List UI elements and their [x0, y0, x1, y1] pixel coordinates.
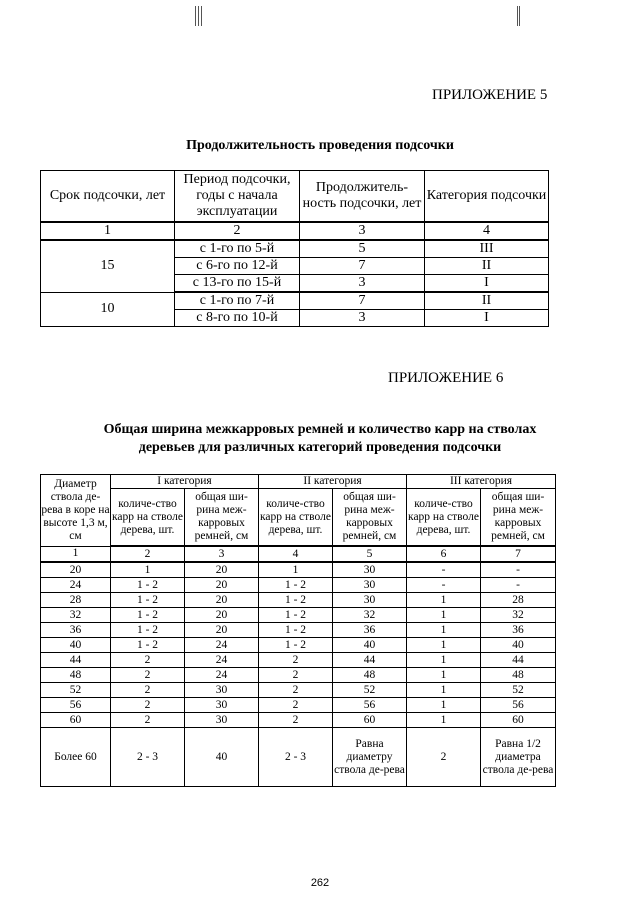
- period-cell: с 1-го по 7-й: [175, 292, 300, 310]
- count-cell-cat3: 1: [407, 713, 481, 728]
- col-number: 1: [41, 546, 111, 562]
- duration-cell: 7: [300, 292, 425, 310]
- count-cell-cat1: 2: [111, 713, 185, 728]
- appendix6-title-line2: деревьев для различных категорий проведения подсочки: [138, 440, 502, 455]
- category-header: I категория: [111, 475, 259, 489]
- width-cell-cat2: 60: [333, 713, 407, 728]
- col-number: 3: [300, 222, 425, 240]
- width-cell-cat1: 24: [185, 653, 259, 668]
- count-cell-cat1: 2: [111, 698, 185, 713]
- category-cell: III: [425, 240, 549, 258]
- width-cell-cat1: 40: [185, 728, 259, 787]
- count-cell-cat1: 2: [111, 683, 185, 698]
- table-row: [41, 562, 556, 578]
- column-number-row: [41, 222, 549, 240]
- count-cell-cat3: 1: [407, 698, 481, 713]
- table-row: [41, 240, 549, 258]
- subheader-count: количе-ство карр на стволе дерева, шт.: [111, 489, 185, 547]
- count-cell-cat2: 1 - 2: [259, 623, 333, 638]
- category-header-row: [41, 475, 556, 489]
- count-cell-cat1: 1 - 2: [111, 578, 185, 593]
- width-cell-cat2: 30: [333, 578, 407, 593]
- width-cell-cat3: 44: [481, 653, 556, 668]
- period-cell: с 13-го по 15-й: [175, 275, 300, 293]
- width-cell-cat2: 40: [333, 638, 407, 653]
- count-cell-cat3: -: [407, 578, 481, 593]
- count-cell-cat3: 1: [407, 683, 481, 698]
- width-cell-cat1: 20: [185, 578, 259, 593]
- width-cell-cat3: 40: [481, 638, 556, 653]
- count-cell-cat3: 2: [407, 728, 481, 787]
- width-cell-cat3: 32: [481, 608, 556, 623]
- diameter-cell: 60: [41, 713, 111, 728]
- category-cell: I: [425, 275, 549, 293]
- duration-cell: 3: [300, 310, 425, 327]
- table-row: [41, 578, 556, 593]
- table-row: [41, 593, 556, 608]
- count-cell-cat2: 2: [259, 683, 333, 698]
- period-cell: с 1-го по 5-й: [175, 240, 300, 258]
- diameter-header: Диаметр ствола де-рева в коре на высоте 1,3 м, см: [41, 475, 111, 547]
- column-number-row: [41, 546, 556, 562]
- header-cell: Срок подсочки, лет: [41, 171, 175, 223]
- appendix5-label: ПРИЛОЖЕНИЕ 5: [432, 87, 548, 103]
- diameter-cell: 44: [41, 653, 111, 668]
- belts-and-faces-table: [40, 474, 556, 787]
- count-cell-cat2: 2: [259, 698, 333, 713]
- category-header: III категория: [407, 475, 556, 489]
- width-cell-cat1: 30: [185, 683, 259, 698]
- count-cell-cat2: 2: [259, 653, 333, 668]
- width-cell-cat3: 28: [481, 593, 556, 608]
- width-cell-cat1: 30: [185, 713, 259, 728]
- width-cell-cat3: 36: [481, 623, 556, 638]
- width-cell-cat2: 48: [333, 668, 407, 683]
- diameter-cell: 24: [41, 578, 111, 593]
- count-cell-cat2: 1 - 2: [259, 593, 333, 608]
- count-cell-cat3: 1: [407, 593, 481, 608]
- table-row: [41, 653, 556, 668]
- subheader-width: общая ши-рина меж-карровых ремней, см: [333, 489, 407, 547]
- col-number: 6: [407, 546, 481, 562]
- header-cell: Продолжитель-ность подсочки, лет: [300, 171, 425, 223]
- subheader-count: количе-ство карр на стволе дерева, шт.: [407, 489, 481, 547]
- header-cell: Категория подсочки: [425, 171, 549, 223]
- category-cell: II: [425, 258, 549, 275]
- count-cell-cat2: 1: [259, 562, 333, 578]
- col-number: 2: [175, 222, 300, 240]
- page-number: 262: [310, 877, 330, 889]
- count-cell-cat1: 1 - 2: [111, 608, 185, 623]
- period-cell: с 6-го по 12-й: [175, 258, 300, 275]
- width-cell-cat2: 30: [333, 562, 407, 578]
- width-cell-cat2: 36: [333, 623, 407, 638]
- appendix6-label: ПРИЛОЖЕНИЕ 6: [388, 370, 504, 386]
- width-cell-cat1: 24: [185, 638, 259, 653]
- count-cell-cat2: 1 - 2: [259, 638, 333, 653]
- col-number: 2: [111, 546, 185, 562]
- width-cell-cat2: 44: [333, 653, 407, 668]
- count-cell-cat3: 1: [407, 638, 481, 653]
- width-cell-cat2: Равна диаметру ствола де-рева: [333, 728, 407, 787]
- subheader-width: общая ши-рина меж-карровых ремней, см: [481, 489, 556, 547]
- duration-cell: 5: [300, 240, 425, 258]
- count-cell-cat3: -: [407, 562, 481, 578]
- col-number: 4: [425, 222, 549, 240]
- width-cell-cat2: 32: [333, 608, 407, 623]
- subheader-row: [41, 489, 556, 547]
- table-row: [41, 713, 556, 728]
- category-cell: II: [425, 292, 549, 310]
- count-cell-cat2: 2: [259, 713, 333, 728]
- width-cell-cat2: 56: [333, 698, 407, 713]
- diameter-cell: 32: [41, 608, 111, 623]
- width-cell-cat3: 56: [481, 698, 556, 713]
- appendix6-title-line1: Общая ширина межкарровых ремней и количество карр на стволах: [103, 422, 537, 437]
- term-cell: 10: [41, 292, 175, 327]
- count-cell-cat1: 1 - 2: [111, 638, 185, 653]
- width-cell-cat2: 30: [333, 593, 407, 608]
- col-number: 3: [185, 546, 259, 562]
- col-number: 5: [333, 546, 407, 562]
- count-cell-cat2: 2: [259, 668, 333, 683]
- table-row: [41, 623, 556, 638]
- col-number: 1: [41, 222, 175, 240]
- width-cell-cat1: 20: [185, 608, 259, 623]
- period-cell: с 8-го по 10-й: [175, 310, 300, 327]
- count-cell-cat1: 1 - 2: [111, 593, 185, 608]
- width-cell-cat3: 48: [481, 668, 556, 683]
- diameter-cell: 20: [41, 562, 111, 578]
- count-cell-cat3: 1: [407, 608, 481, 623]
- width-cell-cat3: 60: [481, 713, 556, 728]
- subheader-width: общая ши-рина меж-карровых ремней, см: [185, 489, 259, 547]
- width-cell-cat1: 30: [185, 698, 259, 713]
- subheader-count: количе-ство карр на стволе дерева, шт.: [259, 489, 333, 547]
- width-cell-cat1: 20: [185, 593, 259, 608]
- width-cell-cat1: 24: [185, 668, 259, 683]
- count-cell-cat1: 2 - 3: [111, 728, 185, 787]
- width-cell-cat2: 52: [333, 683, 407, 698]
- tapping-duration-table: [40, 170, 549, 327]
- table-row: [41, 698, 556, 713]
- diameter-cell: 52: [41, 683, 111, 698]
- table-header-row: [41, 171, 549, 223]
- diameter-cell: 36: [41, 623, 111, 638]
- width-cell-cat3: 52: [481, 683, 556, 698]
- table-row: [41, 608, 556, 623]
- count-cell-cat3: 1: [407, 668, 481, 683]
- diameter-cell: 56: [41, 698, 111, 713]
- diameter-cell: Более 60: [41, 728, 111, 787]
- diameter-cell: 40: [41, 638, 111, 653]
- width-cell-cat3: Равна 1/2 диаметра ствола де-рева: [481, 728, 556, 787]
- count-cell-cat1: 1 - 2: [111, 623, 185, 638]
- count-cell-cat1: 2: [111, 653, 185, 668]
- table-row: [41, 638, 556, 653]
- col-number: 7: [481, 546, 556, 562]
- appendix5-title: Продолжительность проведения подсочки: [186, 138, 454, 153]
- width-cell-cat1: 20: [185, 562, 259, 578]
- count-cell-cat3: 1: [407, 623, 481, 638]
- count-cell-cat1: 1: [111, 562, 185, 578]
- term-cell: 15: [41, 240, 175, 292]
- table-row: [41, 683, 556, 698]
- diameter-cell: 28: [41, 593, 111, 608]
- duration-cell: 3: [300, 275, 425, 293]
- col-number: 4: [259, 546, 333, 562]
- table-row: [41, 668, 556, 683]
- width-cell-cat3: -: [481, 562, 556, 578]
- category-header: II категория: [259, 475, 407, 489]
- count-cell-cat2: 1 - 2: [259, 608, 333, 623]
- category-cell: I: [425, 310, 549, 327]
- table-row: [41, 728, 556, 787]
- width-cell-cat3: -: [481, 578, 556, 593]
- count-cell-cat1: 2: [111, 668, 185, 683]
- duration-cell: 7: [300, 258, 425, 275]
- count-cell-cat2: 2 - 3: [259, 728, 333, 787]
- scan-marks: [195, 6, 525, 28]
- count-cell-cat3: 1: [407, 653, 481, 668]
- diameter-cell: 48: [41, 668, 111, 683]
- table-row: [41, 292, 549, 310]
- count-cell-cat2: 1 - 2: [259, 578, 333, 593]
- header-cell: Период подсочки, годы с начала эксплуатации: [175, 171, 300, 223]
- width-cell-cat1: 20: [185, 623, 259, 638]
